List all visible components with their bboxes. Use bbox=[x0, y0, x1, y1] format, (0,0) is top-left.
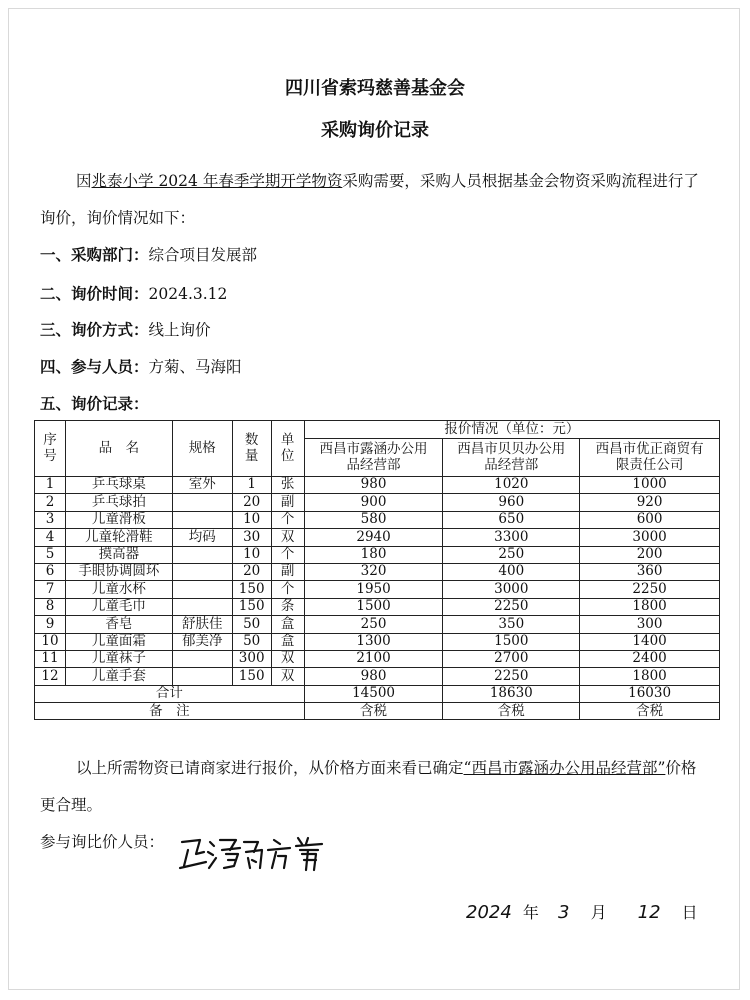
cell-vendor-1: 180 bbox=[304, 546, 443, 563]
cell-unit: 条 bbox=[271, 598, 304, 615]
cell-vendor-1: 900 bbox=[304, 494, 443, 511]
info-inquiry-method bbox=[40, 318, 211, 340]
total-label: 合计 bbox=[35, 685, 305, 702]
cell-qty: 10 bbox=[232, 511, 271, 528]
cell-name: 乒乓球桌 bbox=[65, 477, 172, 494]
cell-name: 儿童手套 bbox=[65, 668, 172, 685]
cell-vendor-3: 1000 bbox=[580, 477, 720, 494]
cell-spec: 室外 bbox=[172, 477, 232, 494]
table-row bbox=[35, 633, 720, 650]
table-row bbox=[35, 511, 720, 528]
cell-seq: 11 bbox=[35, 650, 66, 667]
cell-vendor-2: 3300 bbox=[443, 529, 580, 546]
cell-vendor-2: 650 bbox=[443, 511, 580, 528]
cell-vendor-2: 250 bbox=[443, 546, 580, 563]
cell-spec: 郁美净 bbox=[172, 633, 232, 650]
cell-unit: 个 bbox=[271, 581, 304, 598]
cell-seq: 2 bbox=[35, 494, 66, 511]
cell-unit: 张 bbox=[271, 477, 304, 494]
org-title: 四川省索玛慈善基金会 bbox=[285, 78, 465, 99]
cell-vendor-1: 1950 bbox=[304, 581, 443, 598]
cell-vendor-1: 2100 bbox=[304, 650, 443, 667]
cell-vendor-2: 1020 bbox=[443, 477, 580, 494]
date-month-unit: 月 bbox=[590, 903, 607, 922]
cell-spec bbox=[172, 494, 232, 511]
signature-label: 参与询比价人员： bbox=[40, 833, 165, 851]
info-inquiry-record bbox=[40, 392, 149, 414]
cell-spec bbox=[172, 563, 232, 580]
cell-vendor-3: 360 bbox=[580, 563, 720, 580]
cell-vendor-2: 350 bbox=[443, 616, 580, 633]
info-value: 综合项目发展部 bbox=[148, 246, 258, 264]
cell-vendor-1: 1300 bbox=[304, 633, 443, 650]
cell-vendor-3: 2400 bbox=[580, 650, 720, 667]
table-row bbox=[35, 477, 720, 494]
cell-vendor-2: 960 bbox=[443, 494, 580, 511]
cell-seq: 8 bbox=[35, 598, 66, 615]
cell-vendor-2: 400 bbox=[443, 563, 580, 580]
remark-vendor-2: 含税 bbox=[443, 703, 580, 720]
date-day-unit: 日 bbox=[681, 903, 698, 922]
conclusion-post: 价格更合理。 bbox=[40, 759, 697, 814]
cell-vendor-1: 2940 bbox=[304, 529, 443, 546]
cell-seq: 1 bbox=[35, 477, 66, 494]
date-year-unit: 年 bbox=[522, 903, 539, 922]
document-title: 采购询价记录 bbox=[321, 120, 429, 141]
cell-vendor-3: 920 bbox=[580, 494, 720, 511]
header-name: 品 名 bbox=[65, 421, 172, 477]
remark-label: 备 注 bbox=[35, 703, 305, 720]
cell-seq: 9 bbox=[35, 616, 66, 633]
cell-vendor-1: 250 bbox=[304, 616, 443, 633]
table-row bbox=[35, 563, 720, 580]
date-day: 12 bbox=[637, 902, 661, 923]
cell-vendor-3: 600 bbox=[580, 511, 720, 528]
cell-vendor-3: 3000 bbox=[580, 529, 720, 546]
cell-vendor-3: 1800 bbox=[580, 668, 720, 685]
header-vendor-3: 西昌市优正商贸有限责任公司 bbox=[580, 439, 720, 477]
info-label: 二、询价时间： bbox=[40, 284, 149, 303]
total-row bbox=[35, 685, 720, 702]
info-label: 三、询价方式： bbox=[40, 320, 149, 339]
table-row bbox=[35, 529, 720, 546]
cell-name: 手眼协调圆环 bbox=[65, 563, 172, 580]
header-vendor-1: 西昌市露涵办公用品经营部 bbox=[304, 439, 443, 477]
cell-unit: 双 bbox=[271, 529, 304, 546]
intro-pre: 因 bbox=[76, 172, 92, 190]
cell-spec bbox=[172, 650, 232, 667]
cell-vendor-1: 320 bbox=[304, 563, 443, 580]
date-month: 3 bbox=[558, 902, 570, 923]
table-row bbox=[35, 598, 720, 615]
cell-vendor-1: 980 bbox=[304, 477, 443, 494]
cell-spec: 均码 bbox=[172, 529, 232, 546]
cell-qty: 150 bbox=[232, 668, 271, 685]
remark-row bbox=[35, 703, 720, 720]
cell-spec bbox=[172, 511, 232, 528]
cell-seq: 3 bbox=[35, 511, 66, 528]
intro-paragraph bbox=[40, 163, 710, 237]
cell-name: 香皂 bbox=[65, 616, 172, 633]
cell-name: 摸高器 bbox=[65, 546, 172, 563]
cell-unit: 副 bbox=[271, 494, 304, 511]
info-inquiry-time bbox=[40, 282, 227, 304]
cell-vendor-3: 300 bbox=[580, 616, 720, 633]
cell-unit: 双 bbox=[271, 650, 304, 667]
handwritten-signature bbox=[178, 832, 328, 876]
table-row bbox=[35, 616, 720, 633]
conclusion-pre: 以上所需物资已请商家进行报价，从价格方面来看已确定 bbox=[76, 759, 464, 777]
cell-unit: 盒 bbox=[271, 633, 304, 650]
cell-qty: 10 bbox=[232, 546, 271, 563]
table-row bbox=[35, 494, 720, 511]
cell-spec bbox=[172, 668, 232, 685]
cell-qty: 30 bbox=[232, 529, 271, 546]
cell-name: 儿童袜子 bbox=[65, 650, 172, 667]
cell-seq: 12 bbox=[35, 668, 66, 685]
info-label: 一、采购部门： bbox=[40, 245, 149, 264]
cell-seq: 7 bbox=[35, 581, 66, 598]
cell-unit: 个 bbox=[271, 546, 304, 563]
header-qty: 数量 bbox=[232, 421, 271, 477]
cell-spec: 舒肤佳 bbox=[172, 616, 232, 633]
cell-vendor-3: 2250 bbox=[580, 581, 720, 598]
info-label: 四、参与人员： bbox=[40, 357, 149, 376]
cell-seq: 10 bbox=[35, 633, 66, 650]
cell-vendor-1: 580 bbox=[304, 511, 443, 528]
cell-seq: 4 bbox=[35, 529, 66, 546]
info-department bbox=[40, 243, 257, 265]
table-row bbox=[35, 650, 720, 667]
intro-post: 采购需要，采购人员根据基金会物资采购流程进行了询价，询价情况如下： bbox=[40, 172, 699, 227]
header-quote-group: 报价情况（单位：元） bbox=[304, 421, 719, 439]
cell-spec bbox=[172, 581, 232, 598]
remark-vendor-3: 含税 bbox=[580, 703, 720, 720]
cell-seq: 5 bbox=[35, 546, 66, 563]
table-row bbox=[35, 546, 720, 563]
cell-vendor-2: 2700 bbox=[443, 650, 580, 667]
date-year: 2024 bbox=[466, 902, 512, 923]
cell-unit: 个 bbox=[271, 511, 304, 528]
info-label: 五、询价记录： bbox=[40, 394, 149, 413]
cell-qty: 1 bbox=[232, 477, 271, 494]
remark-vendor-1: 含税 bbox=[304, 703, 443, 720]
cell-qty: 20 bbox=[232, 494, 271, 511]
header-seq: 序号 bbox=[35, 421, 66, 477]
cell-vendor-2: 3000 bbox=[443, 581, 580, 598]
cell-qty: 300 bbox=[232, 650, 271, 667]
info-participants bbox=[40, 355, 242, 377]
cell-qty: 150 bbox=[232, 598, 271, 615]
total-vendor-3: 16030 bbox=[580, 685, 720, 702]
intro-underlined: 兆泰小学 2024 年春季学期开学物资 bbox=[91, 172, 343, 190]
signing-date bbox=[466, 900, 698, 923]
cell-unit: 盒 bbox=[271, 616, 304, 633]
header-vendor-2: 西昌市贝贝办公用品经营部 bbox=[443, 439, 580, 477]
total-vendor-1: 14500 bbox=[304, 685, 443, 702]
cell-qty: 150 bbox=[232, 581, 271, 598]
cell-spec bbox=[172, 546, 232, 563]
conclusion-paragraph bbox=[40, 750, 710, 824]
cell-qty: 50 bbox=[232, 616, 271, 633]
cell-name: 儿童轮滑鞋 bbox=[65, 529, 172, 546]
header-unit: 单位 bbox=[271, 421, 304, 477]
cell-qty: 50 bbox=[232, 633, 271, 650]
table-row bbox=[35, 581, 720, 598]
info-value: 方菊、马海阳 bbox=[148, 358, 242, 376]
conclusion-vendor: “西昌市露涵办公用品经营部” bbox=[463, 759, 666, 777]
cell-qty: 20 bbox=[232, 563, 271, 580]
total-vendor-2: 18630 bbox=[443, 685, 580, 702]
inquiry-table bbox=[34, 420, 720, 720]
cell-vendor-3: 1400 bbox=[580, 633, 720, 650]
cell-vendor-2: 2250 bbox=[443, 598, 580, 615]
cell-name: 儿童面霜 bbox=[65, 633, 172, 650]
cell-unit: 副 bbox=[271, 563, 304, 580]
cell-vendor-3: 200 bbox=[580, 546, 720, 563]
info-value: 2024.3.12 bbox=[148, 285, 228, 303]
table-row bbox=[35, 668, 720, 685]
cell-vendor-2: 2250 bbox=[443, 668, 580, 685]
cell-name: 乒乓球拍 bbox=[65, 494, 172, 511]
cell-seq: 6 bbox=[35, 563, 66, 580]
cell-name: 儿童水杯 bbox=[65, 581, 172, 598]
cell-name: 儿童滑板 bbox=[65, 511, 172, 528]
header-spec: 规格 bbox=[172, 421, 232, 477]
cell-name: 儿童毛巾 bbox=[65, 598, 172, 615]
cell-unit: 双 bbox=[271, 668, 304, 685]
cell-vendor-1: 1500 bbox=[304, 598, 443, 615]
cell-vendor-2: 1500 bbox=[443, 633, 580, 650]
cell-spec bbox=[172, 598, 232, 615]
info-value: 线上询价 bbox=[148, 321, 211, 339]
cell-vendor-1: 980 bbox=[304, 668, 443, 685]
cell-vendor-3: 1800 bbox=[580, 598, 720, 615]
